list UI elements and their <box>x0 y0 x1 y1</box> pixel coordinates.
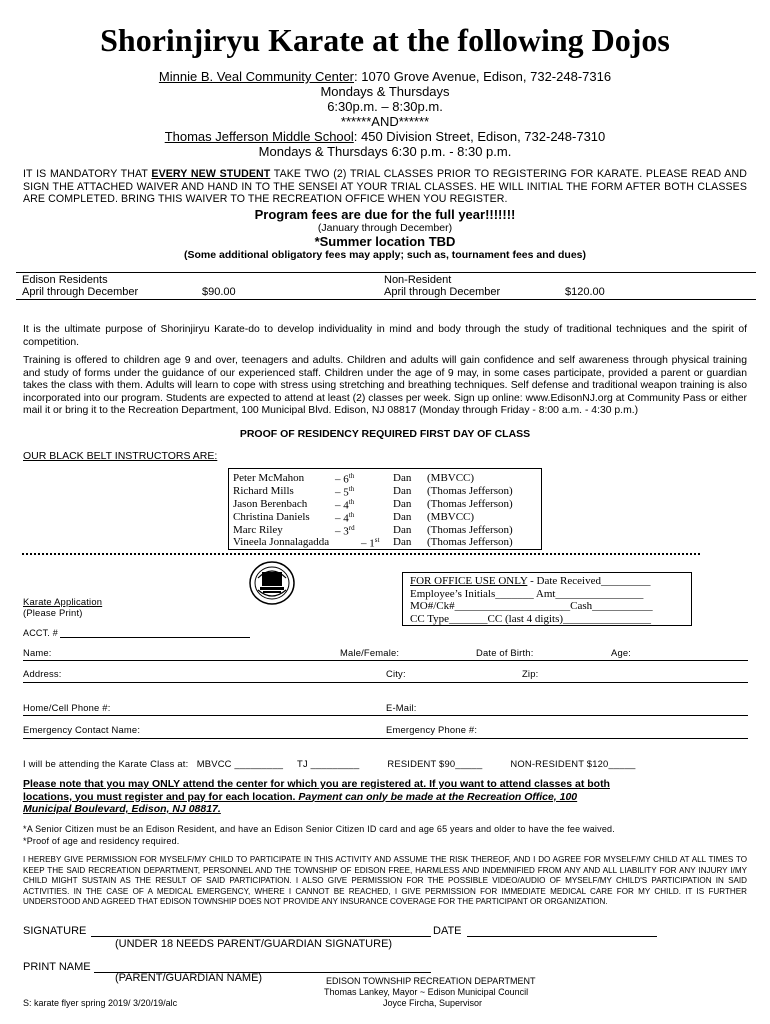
address-field[interactable] <box>23 682 748 683</box>
registration-notice <box>23 778 753 816</box>
signature-note: (UNDER 18 NEEDS PARENT/GUARDIAN SIGNATURE) <box>115 938 393 950</box>
instructor-rank-suffix: rd <box>348 524 355 532</box>
resident-price: $90.00 <box>202 286 236 298</box>
instructor-location: (MBVCC) <box>427 511 475 523</box>
nonresident-label: Non-Resident <box>384 274 452 286</box>
location-1-days: Mondays & Thursdays <box>320 84 450 99</box>
instructor-rank-suffix: st <box>374 536 380 544</box>
summer-location: *Summer location TBD <box>314 234 456 249</box>
instructor-rank: – 6 <box>335 473 349 486</box>
proof-note: *Proof of age and residency required. <box>23 836 180 846</box>
instructor-name: Jason Berenbach <box>233 498 308 510</box>
emergency-contact-label: Emergency Contact Name: <box>23 724 141 735</box>
instructor-location: (MBVCC) <box>427 472 475 484</box>
instructor-rank: – 5 <box>335 486 349 499</box>
footer-supervisor: Joyce Fircha, Supervisor <box>383 998 483 1008</box>
instructor-dan: Dan <box>393 485 412 497</box>
emergency-phone-label: Emergency Phone #: <box>386 724 478 735</box>
email-label: E-Mail: <box>386 702 417 713</box>
name-label: Name: <box>23 647 52 658</box>
location-2 <box>0 129 770 144</box>
instructor-dan: Dan <box>393 511 412 523</box>
date-label: DATE <box>433 925 462 937</box>
phone-field[interactable] <box>23 715 748 716</box>
footer-file-reference: S: karate flyer spring 2019/ 3/20/19/alc <box>23 998 178 1008</box>
mandatory-text-1: IT IS MANDATORY THAT <box>23 168 152 180</box>
instructor-dan: Dan <box>393 524 412 536</box>
date-field[interactable] <box>467 936 657 937</box>
instructor-location: (Thomas Jefferson) <box>427 524 513 536</box>
instructor-row <box>233 511 538 524</box>
resident-label: Edison Residents <box>22 274 108 286</box>
cc-type-field[interactable]: CC Type_______CC (last 4 digits)________________ <box>410 612 652 625</box>
instructor-location: (Thomas Jefferson) <box>427 485 513 497</box>
location-1-name: Minnie B. Veal Community Center <box>158 69 355 84</box>
nonresident-period: April through December <box>384 286 501 298</box>
instructor-rank-suffix: th <box>348 485 355 493</box>
waiver-text: I HEREBY GIVE PERMISSION FOR MYSELF/MY CHILD TO PARTICIPATE IN THIS ACTIVITY AND ASSUME THE RISK THEREOF, AND I DO AGREE FOR MYSELF/MY CHILD AT ALL TIMES TO KEEP THE SAID RECREATION DEPARTMENT, PERSONNEL AND THE TOWNSHIP OF EDISON FREE, HARMLESS AND INDEMNIFIED FROM ANY AND ALL LIABILITY FOR ANY INJURY I/MY CHILD MIGHT SUSTAIN AS THE RESULT OF SAID PARTICIPATION. I ALSO GIVE PERMISSION FOR THE POSSIBLE VIDEO/AUDIO OF MYSELF/MY CHILD'S PARTICIPATION IN SAID ACTIVITIES. IN THE CASE OF A MEDICAL EMERGENCY, WHERE I CANNOT BE REACHED, I GIVE PERMISSION FOR IMMEDIATE MEDICAL CARE FOR MY CHILD. IT IS FURTHER UNDERSTOOD AND AGREED THAT EDISON TOWNSHIP DOES NOT PROVIDE ANY INSURANCE COVERAGE FOR THE PARTICIPANT OR ORGANIZATION. <box>23 855 747 906</box>
township-seal-icon <box>248 560 296 606</box>
application-title: Karate Application <box>23 596 103 607</box>
fees-table <box>16 272 756 300</box>
signature-label: SIGNATURE <box>23 925 87 937</box>
employee-initials-field[interactable]: Employee’s Initials_______ Amt________________ <box>410 587 644 600</box>
instructor-rank-suffix: th <box>348 511 355 519</box>
notice-line-2: locations, you must register and pay for each location. <box>23 790 296 803</box>
instructor-name: Richard Mills <box>233 485 294 497</box>
city-label: City: <box>386 668 406 679</box>
and-separator: ******AND****** <box>340 114 430 129</box>
instructor-row <box>233 485 538 498</box>
location-1-time: 6:30p.m. – 8:30p.m. <box>327 99 443 114</box>
gender-label: Male/Female: <box>340 647 400 658</box>
payment-method-field[interactable]: MO#/Ck#_____________________Cash___________ <box>410 600 653 612</box>
nonresident-price: $120.00 <box>565 286 605 298</box>
signature-field[interactable] <box>91 936 431 937</box>
location-2-days: Mondays & Thursdays 6:30 p.m. - 8:30 p.m. <box>258 144 512 159</box>
instructor-rank-suffix: th <box>348 472 355 480</box>
zip-label: Zip: <box>522 668 539 679</box>
instructor-row <box>233 536 538 549</box>
fees-due-heading: Program fees are due for the full year!!!!!!! <box>254 207 516 222</box>
instructor-name: Peter McMahon <box>233 472 305 484</box>
senior-note: *A Senior Citizen must be an Edison Resident, and have an Edison Senior Citizen ID card and age 65 years and older to have the fee waived. <box>23 824 615 834</box>
footer-mayor: Thomas Lankey, Mayor ~ Edison Municipal Council <box>324 987 529 997</box>
residency-notice: PROOF OF RESIDENCY REQUIRED FIRST DAY OF CLASS <box>239 428 531 440</box>
date-received-field[interactable]: - Date Received_________ <box>527 575 651 587</box>
training-paragraph: Training is offered to children age 9 and over, teenagers and adults. Children and adults will gain confidence and self awareness through physical training and study of forms under the guidance of our experienced staff. Children under the age of 9 may, in some cases participate, provided a parent or guardian takes the class with them. Adults will learn to cope with stress using stretching and breathing techniques. Self defense and traditional weapon training is also incorporated into our program. Students are expected to attend at least (2) classes per week. Sign up online: www.EdisonNJ.org at Community Pass or either mail it or bring it to the Recreation Department, 100 Municipal Blvd. Edison, NJ 08817 (Monday through Friday - 8:00 a.m. - 4:30 p.m.) <box>23 355 747 417</box>
instructor-dan: Dan <box>393 472 412 484</box>
instructor-rank: – 3 <box>335 525 349 538</box>
instructor-rank: – 4 <box>335 499 349 512</box>
location-2-address: : 450 Division Street, Edison, 732-248-7310 <box>353 129 606 144</box>
print-name-note: (PARENT/GUARDIAN NAME) <box>115 972 263 984</box>
print-name-label: PRINT NAME <box>23 961 91 973</box>
mandatory-text-2: TAKE TWO (2) TRIAL CLASSES PRIOR TO REGISTERING FOR KARATE. PLEASE READ AND SIGN THE ATTACHED WAIVER AND HAND IN TO THE SENSEI AT YOUR TRIAL CLASSES. HE WILL INITIAL THE FORM AFTER BOTH CLASSES ARE COMPLETED. BRING THIS WAIVER TO THE RECREATION OFFICE WHEN YOU REGISTER. <box>23 168 747 206</box>
attending-line[interactable]: I will be attending the Karate Class at: MBVCC _________ TJ _________ RESIDENT $90_____ NON-RESIDENT $120_____ <box>23 758 636 769</box>
location-1 <box>0 69 770 84</box>
location-1-address: : 1070 Grove Avenue, Edison, 732-248-7316 <box>354 69 612 84</box>
instructor-rank-suffix: th <box>348 498 355 506</box>
name-field[interactable] <box>23 660 748 661</box>
instructor-rank: – 4 <box>335 512 349 525</box>
instructor-dan: Dan <box>393 498 412 510</box>
instructors-table <box>228 468 542 550</box>
cut-line <box>22 553 700 555</box>
notice-address: Municipal Boulevard, Edison, NJ 08817. <box>23 803 221 815</box>
instructor-name: Vineela Jonnalagadda <box>233 536 330 548</box>
address-label: Address: <box>23 668 62 679</box>
acct-field[interactable] <box>60 637 250 638</box>
purpose-paragraph: It is the ultimate purpose of Shorinjiryu Karate-do to develop individuality in mind and body through the study of traditional techniques and the spirit of competition. <box>23 324 747 348</box>
emergency-field[interactable] <box>23 738 748 739</box>
instructor-row <box>233 472 538 485</box>
office-use-box <box>402 572 692 626</box>
additional-fees: (Some additional obligatory fees may apply; such as, tournament fees and dues) <box>183 249 586 261</box>
age-label: Age: <box>611 647 632 658</box>
mandatory-notice <box>23 168 747 206</box>
instructor-location: (Thomas Jefferson) <box>427 536 513 548</box>
instructor-rank: – 1 <box>361 537 375 550</box>
fees-period: (January through December) <box>317 222 453 234</box>
instructor-name: Christina Daniels <box>233 511 310 523</box>
resident-period: April through December <box>22 286 139 298</box>
application-subtitle: (Please Print) <box>23 607 83 618</box>
dob-label: Date of Birth: <box>476 647 534 658</box>
instructor-dan: Dan <box>393 536 412 548</box>
mandatory-emphasis: EVERY NEW STUDENT <box>151 168 271 180</box>
footer-department: EDISON TOWNSHIP RECREATION DEPARTMENT <box>326 976 536 986</box>
instructor-row <box>233 498 538 511</box>
instructor-location: (Thomas Jefferson) <box>427 498 513 510</box>
phone-label: Home/Cell Phone #: <box>23 702 111 713</box>
location-2-name: Thomas Jefferson Middle School <box>164 129 354 144</box>
instructor-name: Marc Riley <box>233 524 283 536</box>
instructors-heading: OUR BLACK BELT INSTRUCTORS ARE: <box>23 450 218 462</box>
office-use-heading: FOR OFFICE USE ONLY <box>410 575 528 587</box>
acct-label: ACCT. # <box>23 628 58 638</box>
notice-line-1: Please note that you may ONLY attend the center for which you are registered at. If you want to attend classes at both <box>23 778 610 790</box>
notice-payment: Payment can only be made at the Recreation Office, 100 <box>295 790 578 803</box>
page-title: Shorinjiryu Karate at the following Dojos <box>100 22 670 58</box>
